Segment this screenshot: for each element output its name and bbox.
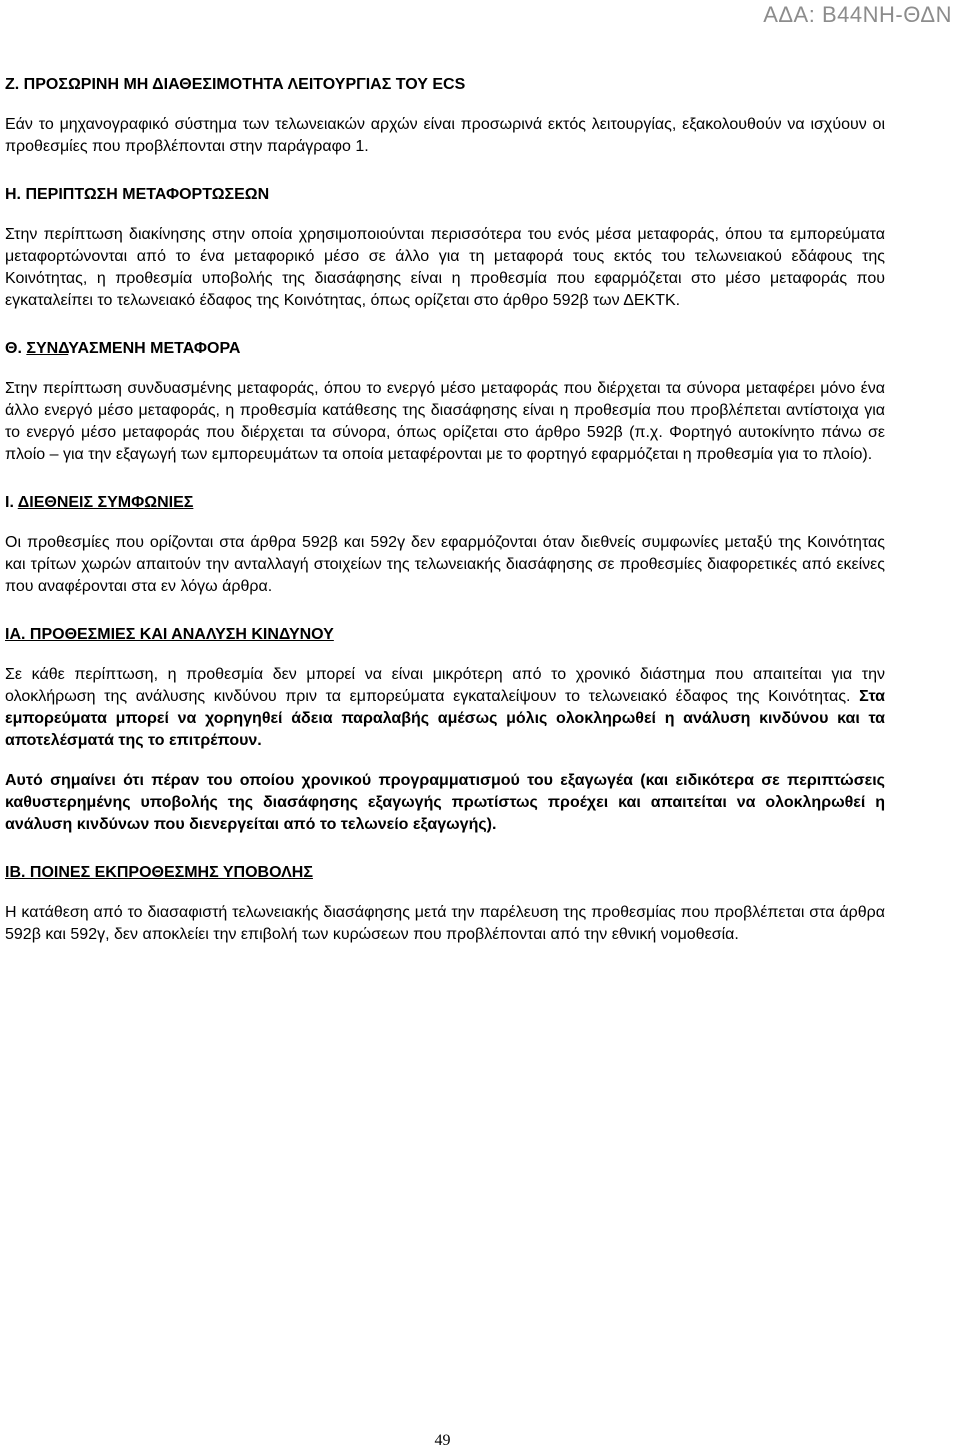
section-z-paragraph: Εάν το μηχανογραφικό σύστημα των τελωνειακών αρχών είναι προσωρινά εκτός λειτουργίας, εξακολουθούν να ισχύουν οι προθεσμίες που προβλέπονται στην παράγραφο 1. <box>5 116 885 155</box>
section-ia-paragraph-1-bold: Στα εμπορεύματα μπορεί να χορηγηθεί άδεια παραλαβής αμέσως μόλις ολοκληρωθεί η ανάλυση κινδύνου και τα αποτελέσματά της το επιτρέπουν. <box>5 688 885 749</box>
section-i-title-prefix: Ι. <box>5 494 18 511</box>
section-th <box>5 338 885 466</box>
section-ia-paragraph-1-normal: Σε κάθε περίπτωση, η προθεσμία δεν μπορεί να είναι μικρότερη από το χρονικό διάστημα που απαιτείται για την ολοκλήρωση της ανάλυσης κινδύνου πριν τα εμπορεύματα εγκαταλείψουν το τελωνειακό έδαφος της Κοινότητας. <box>5 666 885 705</box>
section-ia-paragraph-1 <box>5 664 885 752</box>
section-h-heading <box>5 184 885 206</box>
section-i-heading <box>5 492 885 514</box>
section-ib <box>5 862 885 946</box>
section-ib-paragraph: Η κατάθεση από το διασαφιστή τελωνειακής διασάφησης μετά την παρέλευση της προθεσμίας που προβλέπεται στα άρθρα 592β και 592γ, δεν αποκλείει την επιβολή των κυρώσεων που προβλέπονται από την εθνική νομοθεσία. <box>5 904 885 943</box>
section-ia-heading <box>5 624 885 646</box>
section-th-title-underlined: ΣΥΝΔ <box>26 340 69 357</box>
section-i <box>5 492 885 598</box>
page-number: 49 <box>434 1432 451 1449</box>
section-ib-heading <box>5 862 885 884</box>
section-th-title-prefix: Θ. <box>5 340 27 357</box>
section-i-paragraph: Οι προθεσμίες που ορίζονται στα άρθρα 592β και 592γ δεν εφαρμόζονται όταν διεθνείς συμφωνίες μεταξύ της Κοινότητας και τρίτων χωρών απαιτούν την ανταλλαγή στοιχείων της τελωνειακής διασάφησης σε προθεσμίες διαφορετικές από εκείνες που αναφέρονται στα εν λόγω άρθρα. <box>5 534 885 595</box>
section-z <box>5 74 885 158</box>
section-th-heading <box>5 338 885 360</box>
section-i-title-underlined: ΔΙΕΘΝΕΙΣ ΣΥΜΦΩΝΙΕΣ <box>17 494 194 511</box>
section-z-title: Ζ. ΠΡΟΣΩΡΙΝΗ ΜΗ ΔΙΑΘΕΣΙΜΟΤΗΤΑ ΛΕΙΤΟΥΡΓΙΑΣ ΤΟΥ ECS <box>5 76 466 93</box>
ada-code: ΑΔΑ: Β44ΝΗ-ΘΔΝ <box>763 2 952 27</box>
section-ia-title: ΙΑ. ΠΡΟΘΕΣΜΙΕΣ ΚΑΙ ΑΝΑΛΥΣΗ ΚΙΝΔΥΝΟΥ <box>5 626 334 643</box>
section-z-heading <box>5 74 885 96</box>
section-ia <box>5 624 885 836</box>
section-h-title: Η. ΠΕΡΙΠΤΩΣΗ ΜΕΤΑΦΟΡΤΩΣΕΩΝ <box>5 186 270 203</box>
section-th-paragraph: Στην περίπτωση συνδυασμένης μεταφοράς, όπου το ενεργό μέσο μεταφοράς που διέρχεται τα σύνορα μεταφέρει μόνο ένα άλλο ενεργό μέσο μεταφοράς, η προθεσμία κατάθεσης της διασάφησης είναι η προθεσμία που προβλέπεται αντίστοιχα για το ενεργό μέσο μεταφοράς που διέρχεται τα σύνορα, όπως ορίζεται στο άρθρο 592β (π.χ. Φορτηγό αυτοκίνητο πάνω σε πλοίο – για την εξαγωγή των εμπορευμάτων τα οποία μεταφέρονται με το φορτηγό εφαρμόζεται η προθεσμία για το πλοίο). <box>5 380 885 463</box>
section-ia-paragraph-2: Αυτό σημαίνει ότι πέραν του οποίου χρονικού προγραμματισμού του εξαγωγέα (και ειδικότερα σε περιπτώσεις καθυστερημένης υποβολής της διασάφησης εξαγωγής πρωτίστως προέχει και απαιτείται να ολοκληρωθεί η ανάλυση κινδύνων που διενεργείται από το τελωνείο εξαγωγής). <box>5 772 885 833</box>
section-h <box>5 184 885 312</box>
section-h-paragraph: Στην περίπτωση διακίνησης στην οποία χρησιμοποιούνται περισσότερα του ενός μέσα μεταφοράς, όπου τα εμπορεύματα μεταφορτώνονται από το ένα μεταφορικό μέσο σε άλλο για τη μεταφορά τους εκτός του τελωνειακού εδάφους της Κοινότητας, η προθεσμία υποβολής της διασάφησης είναι η προθεσμία που εφαρμόζεται στο μέσο μεταφοράς που εγκαταλείπει το τελωνειακό έδαφος της Κοινότητας, όπως ορίζεται στο άρθρο 592β των ΔΕΚΤΚ. <box>5 226 885 309</box>
section-th-title-suffix: ΥΑΣΜΕΝΗ ΜΕΤΑΦΟΡΑ <box>68 340 241 357</box>
section-ib-title: ΙΒ. ΠΟΙΝΕΣ ΕΚΠΡΟΘΕΣΜΗΣ ΥΠΟΒΟΛΗΣ <box>5 864 313 881</box>
document-body <box>5 74 885 972</box>
